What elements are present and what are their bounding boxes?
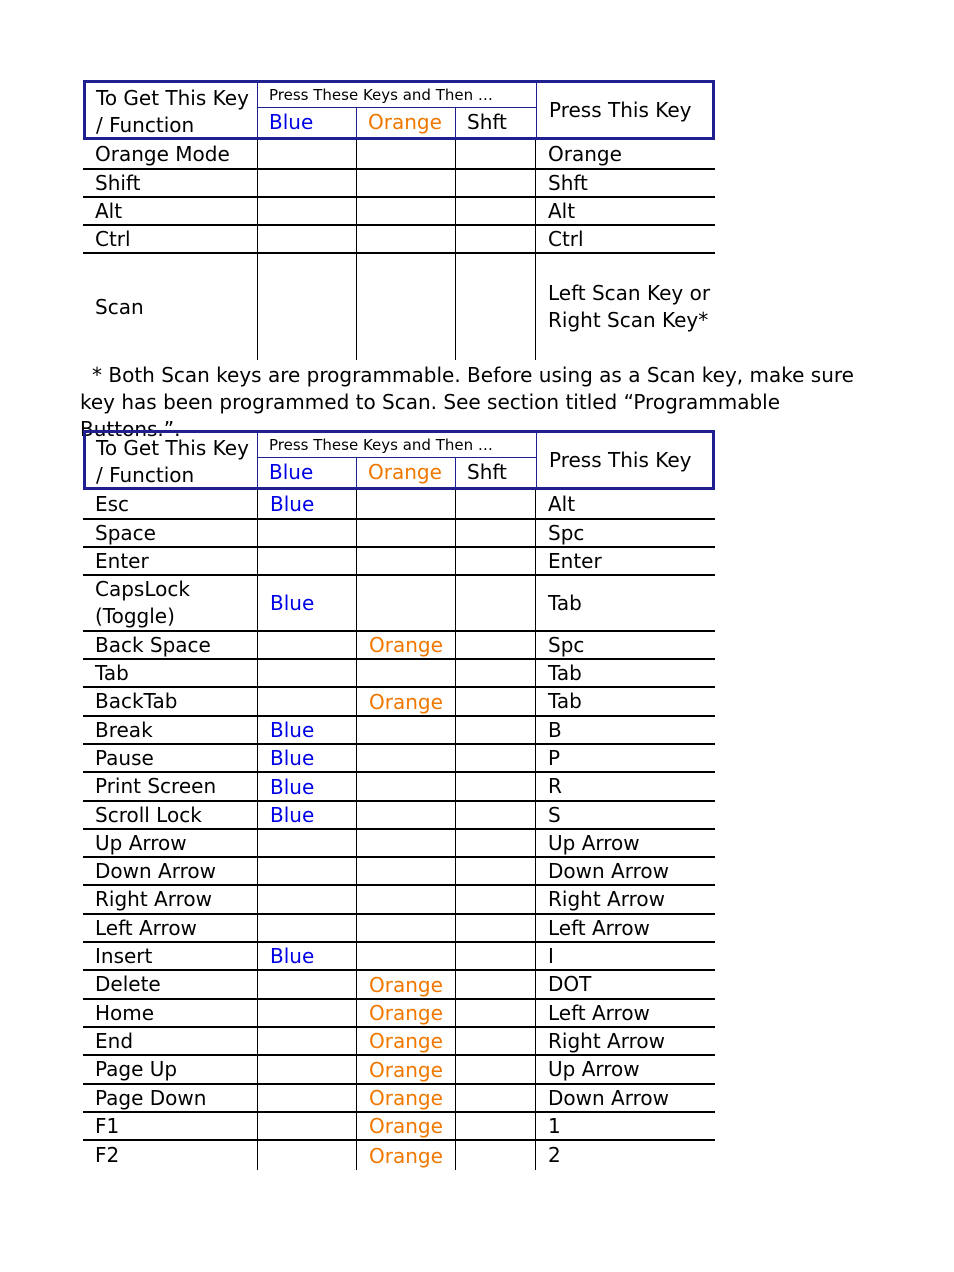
- shft-cell: [456, 548, 536, 574]
- orange-cell: Orange: [357, 1056, 456, 1083]
- key-cell: Right Arrow: [83, 886, 258, 913]
- press-key-cell: Left Arrow: [548, 1000, 650, 1025]
- key-cell: Enter: [83, 548, 258, 574]
- shft-cell: [456, 632, 536, 658]
- header-shft: Shft: [467, 110, 507, 134]
- shft-cell: [456, 198, 536, 224]
- table-header: [83, 430, 715, 490]
- shft-cell: [456, 745, 536, 771]
- blue-cell: Blue: [258, 717, 357, 743]
- orange-cell: [357, 660, 456, 686]
- orange-cell: [357, 226, 456, 252]
- orange-cell: [357, 858, 456, 884]
- shft-cell: [456, 520, 536, 546]
- press-key-cell: Down Arrow: [548, 1085, 669, 1110]
- orange-cell: Orange: [357, 632, 456, 658]
- blue-cell: [258, 520, 357, 546]
- header-blue: Blue: [258, 458, 357, 487]
- key-cell: Page Down: [83, 1085, 258, 1111]
- blue-cell: [258, 140, 357, 168]
- shft-cell: [456, 254, 536, 360]
- blue-cell: Blue: [258, 943, 357, 969]
- header-press-group: [258, 83, 537, 137]
- orange-cell: [357, 576, 456, 630]
- blue-cell: [258, 548, 357, 574]
- blue-cell: [258, 1113, 357, 1139]
- table-row: [83, 1028, 715, 1056]
- key-cell: BackTab: [83, 688, 258, 715]
- header-key-function: To Get This Key / Function: [86, 433, 258, 487]
- orange-cell: [357, 943, 456, 969]
- press-key-cell: 2: [548, 1143, 561, 1167]
- shft-cell: [456, 226, 536, 252]
- table-row: [83, 520, 715, 548]
- orange-cell: [357, 717, 456, 743]
- press-key-cell: Alt: [548, 198, 576, 223]
- shft-cell: [456, 858, 536, 884]
- key-cell: Insert: [83, 943, 258, 969]
- press-key-cell: Up Arrow: [548, 830, 640, 855]
- shft-cell: [456, 1141, 536, 1170]
- key-cell: Shift: [83, 170, 258, 196]
- shft-cell: [456, 688, 536, 715]
- key-cell: Left Arrow: [83, 915, 258, 941]
- orange-cell: [357, 802, 456, 828]
- press-key-cell: Alt: [548, 491, 576, 516]
- table-body: [83, 140, 715, 360]
- key-cell: Down Arrow: [83, 858, 258, 884]
- key-cell: F1: [83, 1113, 258, 1139]
- table-row: [83, 830, 715, 858]
- orange-cell: [357, 198, 456, 224]
- key-cell: Print Screen: [83, 773, 258, 800]
- press-key-cell: Tab: [548, 660, 582, 685]
- key-cell: CapsLock (Toggle): [83, 576, 258, 630]
- press-key-cell: Shft: [548, 170, 588, 195]
- key-cell: Scan: [83, 254, 258, 360]
- shft-cell: [456, 773, 536, 800]
- footnote-line-2: key has been programmed to Scan. See section titled “Programmable Buttons.”.: [80, 390, 781, 441]
- key-cell: Orange Mode: [83, 140, 258, 168]
- table-row: [83, 1085, 715, 1113]
- table-row: [83, 170, 715, 198]
- shft-cell: [456, 802, 536, 828]
- table-row: [83, 858, 715, 886]
- shft-cell: [456, 1028, 536, 1054]
- press-key-cell: 1: [548, 1113, 561, 1138]
- shft-cell: [456, 830, 536, 856]
- blue-cell: Blue: [258, 745, 357, 771]
- table-body: [83, 490, 715, 1170]
- blue-cell: [258, 1141, 357, 1170]
- key-table-2: [83, 430, 715, 1170]
- key-cell: Alt: [83, 198, 258, 224]
- key-cell: Up Arrow: [83, 830, 258, 856]
- press-key-cell: Tab: [548, 689, 582, 713]
- table-header: [83, 80, 715, 140]
- key-cell: F2: [83, 1141, 258, 1170]
- blue-cell: [258, 1028, 357, 1054]
- orange-cell: Orange: [357, 1113, 456, 1139]
- blue-cell: [258, 254, 357, 360]
- blue-cell: [258, 660, 357, 686]
- press-key-cell: Up Arrow: [548, 1057, 640, 1081]
- shft-cell: [456, 915, 536, 941]
- table-row: [83, 971, 715, 1000]
- press-key-cell: S: [548, 802, 561, 827]
- key-cell: Pause: [83, 745, 258, 771]
- press-key-cell: Right Arrow: [548, 1028, 665, 1053]
- blue-cell: [258, 915, 357, 941]
- shft-cell: [456, 717, 536, 743]
- key-cell: Back Space: [83, 632, 258, 658]
- orange-cell: [357, 915, 456, 941]
- blue-cell: [258, 198, 357, 224]
- table-row: [83, 886, 715, 915]
- shft-cell: [456, 170, 536, 196]
- table-row: [83, 915, 715, 943]
- blue-cell: [258, 632, 357, 658]
- table-row: [83, 576, 715, 632]
- press-key-cell: DOT: [548, 972, 592, 996]
- blue-cell: [258, 170, 357, 196]
- shft-cell: [456, 1113, 536, 1139]
- blue-cell: [258, 226, 357, 252]
- orange-cell: Orange: [357, 1028, 456, 1054]
- shft-cell: [456, 576, 536, 630]
- press-key-cell: Enter: [548, 548, 602, 573]
- table-row: [83, 943, 715, 971]
- orange-cell: [357, 254, 456, 360]
- press-key-cell: Ctrl: [548, 226, 584, 251]
- blue-cell: Blue: [258, 490, 357, 518]
- header-blue: Blue: [258, 108, 357, 137]
- key-cell: Tab: [83, 660, 258, 686]
- orange-cell: [357, 548, 456, 574]
- header-press-keys: Press These Keys and Then …: [258, 83, 536, 108]
- table-row: [83, 773, 715, 802]
- header-press-group: [258, 433, 537, 487]
- key-table-1: [83, 80, 715, 360]
- shft-cell: [456, 943, 536, 969]
- press-key-cell: I: [548, 943, 554, 968]
- orange-cell: [357, 773, 456, 800]
- table-row: [83, 1113, 715, 1141]
- key-cell: Esc: [83, 490, 258, 518]
- blue-cell: [258, 1000, 357, 1026]
- table-row: [83, 632, 715, 660]
- press-key-cell: Left Arrow: [548, 915, 650, 940]
- key-cell: End: [83, 1028, 258, 1054]
- press-key-cell: Right Arrow: [548, 887, 665, 911]
- orange-cell: [357, 830, 456, 856]
- blue-cell: Blue: [258, 576, 357, 630]
- shft-cell: [456, 1056, 536, 1083]
- table-row: [83, 198, 715, 226]
- key-cell: Scroll Lock: [83, 802, 258, 828]
- orange-cell: Orange: [357, 1141, 456, 1170]
- table-row: [83, 688, 715, 717]
- header-press-this-key: Press This Key: [549, 98, 692, 122]
- orange-cell: [357, 520, 456, 546]
- table-row: [83, 490, 715, 520]
- table-row: [83, 660, 715, 688]
- orange-cell: [357, 490, 456, 518]
- shft-cell: [456, 1000, 536, 1026]
- header-shft: Shft: [467, 460, 507, 484]
- press-key-cell: Spc: [548, 632, 585, 657]
- blue-cell: [258, 830, 357, 856]
- blue-cell: Blue: [258, 773, 357, 800]
- blue-cell: [258, 1056, 357, 1083]
- table-row: [83, 745, 715, 773]
- press-key-cell: B: [548, 717, 562, 742]
- orange-cell: [357, 745, 456, 771]
- shft-cell: [456, 140, 536, 168]
- press-key-cell: R: [548, 774, 562, 798]
- press-key-cell: Tab: [548, 590, 582, 615]
- header-key-function: To Get This Key / Function: [86, 83, 258, 137]
- press-key-cell: Left Scan Key or Right Scan Key*: [548, 281, 711, 332]
- footnote-line-1: * Both Scan keys are programmable. Before using as a Scan key, make sure: [92, 363, 854, 387]
- press-key-cell: Down Arrow: [548, 858, 669, 883]
- orange-cell: [357, 140, 456, 168]
- press-key-cell: Orange: [548, 141, 622, 166]
- orange-cell: Orange: [357, 1085, 456, 1111]
- table-row: [83, 226, 715, 254]
- header-orange: Orange: [357, 458, 456, 487]
- orange-cell: Orange: [357, 971, 456, 998]
- table-row: [83, 802, 715, 830]
- table-row: [83, 1056, 715, 1085]
- key-cell: Page Up: [83, 1056, 258, 1083]
- table-row: [83, 140, 715, 170]
- orange-cell: [357, 886, 456, 913]
- header-orange: Orange: [357, 108, 456, 137]
- shft-cell: [456, 886, 536, 913]
- header-press-this-key: Press This Key: [549, 448, 692, 472]
- table-row: [83, 717, 715, 745]
- press-key-cell: Spc: [548, 520, 585, 545]
- press-key-cell: P: [548, 745, 561, 770]
- key-cell: Break: [83, 717, 258, 743]
- blue-cell: [258, 1085, 357, 1111]
- table-row: [83, 548, 715, 576]
- orange-cell: Orange: [357, 688, 456, 715]
- key-cell: Space: [83, 520, 258, 546]
- shft-cell: [456, 1085, 536, 1111]
- orange-cell: [357, 170, 456, 196]
- table-row: [83, 1000, 715, 1028]
- key-cell: Delete: [83, 971, 258, 998]
- blue-cell: [258, 971, 357, 998]
- shft-cell: [456, 971, 536, 998]
- table-row: [83, 254, 715, 360]
- table-row: [83, 1141, 715, 1170]
- blue-cell: [258, 858, 357, 884]
- key-cell: Home: [83, 1000, 258, 1026]
- blue-cell: [258, 688, 357, 715]
- shft-cell: [456, 660, 536, 686]
- shft-cell: [456, 490, 536, 518]
- blue-cell: Blue: [258, 802, 357, 828]
- header-press-keys: Press These Keys and Then …: [258, 433, 536, 458]
- orange-cell: Orange: [357, 1000, 456, 1026]
- key-cell: Ctrl: [83, 226, 258, 252]
- blue-cell: [258, 886, 357, 913]
